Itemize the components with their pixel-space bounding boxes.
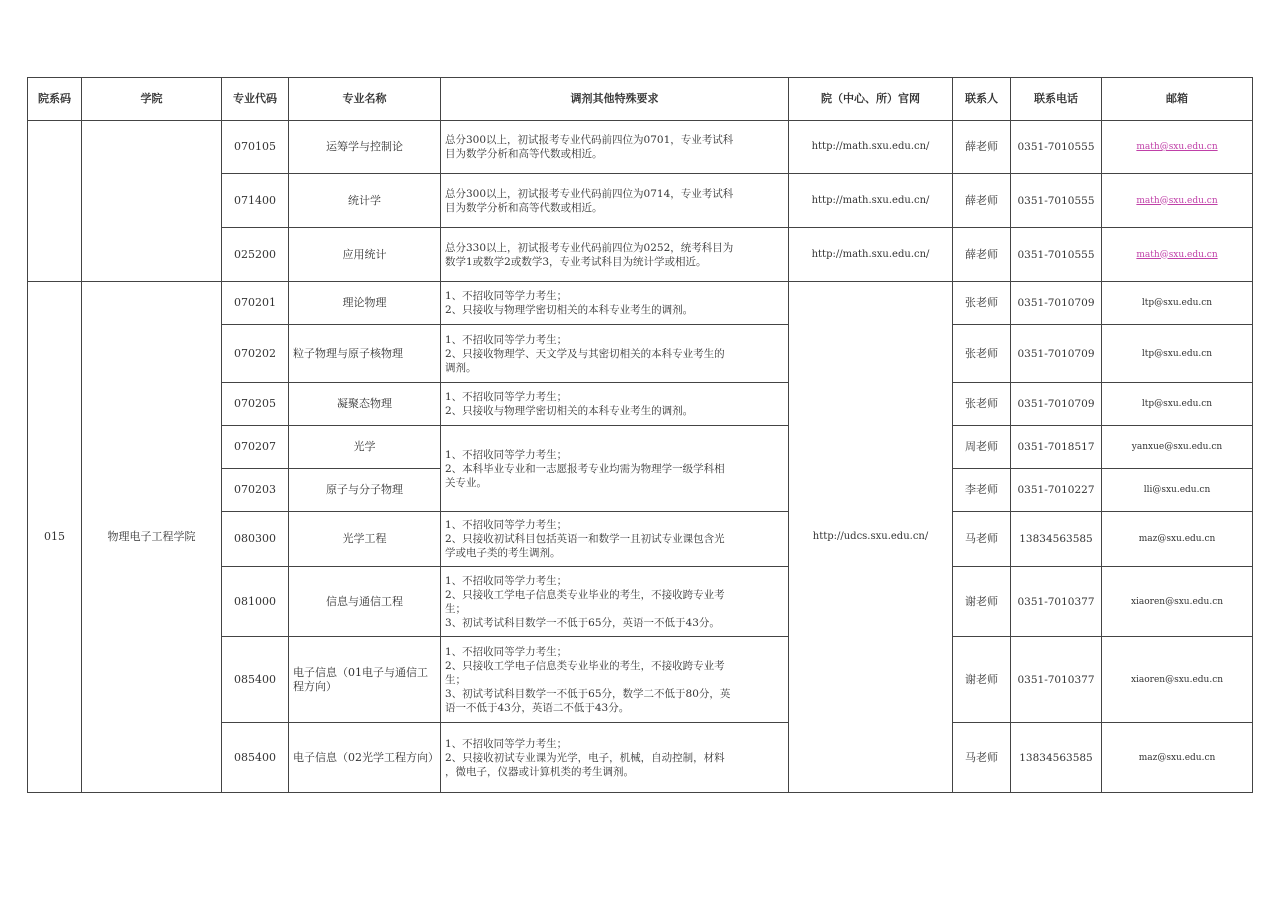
requirement-line: 1、不招收同等学力考生；	[445, 391, 568, 403]
website-cell	[789, 121, 953, 174]
requirement-line: 2、本科毕业专业和一志愿报考专业均需为物理学一级学科相	[445, 462, 725, 475]
requirement-line: 3、初试考试科目数学一不低于65分，英语一不低于43分。	[445, 616, 720, 629]
requirement-line: 目为数学分析和高等代数或相近。	[445, 148, 603, 160]
website-cell	[789, 282, 953, 793]
major-name-cell: 理论物理	[289, 282, 441, 325]
dept-code-cell	[28, 121, 82, 282]
contact-cell: 张老师	[953, 282, 1011, 325]
major-code-cell: 070203	[222, 469, 289, 512]
requirements-cell	[441, 567, 789, 637]
major-name-cell: 凝聚态物理	[289, 383, 441, 426]
email-link[interactable]: maz@sxu.edu.cn	[1138, 752, 1216, 763]
major-code-cell: 070202	[222, 325, 289, 383]
phone-cell: 0351-7010709	[1011, 383, 1102, 426]
requirements-cell	[441, 228, 789, 282]
requirement-line: 1、不招收同等学力考生；	[445, 519, 568, 531]
requirements-cell	[441, 637, 789, 723]
contact-cell: 谢老师	[953, 567, 1011, 637]
requirements-cell	[441, 512, 789, 567]
contact-cell: 李老师	[953, 469, 1011, 512]
major-name-cell: 运筹学与控制论	[289, 121, 441, 174]
phone-cell: 0351-7010555	[1011, 174, 1102, 228]
admission-table	[27, 77, 1253, 793]
major-name-cell: 应用统计	[289, 228, 441, 282]
email-link[interactable]: yanxue@sxu.edu.cn	[1131, 442, 1223, 452]
major-code-cell: 025200	[222, 228, 289, 282]
requirement-line: 学或电子类的考生调剂。	[445, 547, 561, 559]
table-row	[28, 121, 1253, 174]
major-code-cell: 070105	[222, 121, 289, 174]
email-link[interactable]: math@sxu.edu.cn	[1136, 195, 1218, 206]
website-cell	[789, 174, 953, 228]
email-link[interactable]: ltp@sxu.edu.cn	[1141, 298, 1213, 308]
contact-cell: 张老师	[953, 325, 1011, 383]
major-name-cell: 信息与通信工程	[289, 567, 441, 637]
email-cell	[1102, 567, 1253, 637]
contact-cell: 谢老师	[953, 637, 1011, 723]
email-link[interactable]: xiaoren@sxu.edu.cn	[1130, 674, 1224, 685]
requirement-line: 2、只接收与物理学密切相关的本科专业考生的调剂。	[445, 304, 694, 316]
header-email: 邮箱	[1102, 78, 1253, 121]
requirement-line: 调剂。	[445, 361, 477, 374]
major-name-cell: 光学工程	[289, 512, 441, 567]
phone-cell: 13834563585	[1011, 723, 1102, 793]
phone-cell: 13834563585	[1011, 512, 1102, 567]
requirements-cell	[441, 121, 789, 174]
header-row	[28, 78, 1253, 121]
contact-cell: 薛老师	[953, 121, 1011, 174]
requirement-line: 1、不招收同等学力考生；	[445, 290, 568, 302]
requirements-cell	[441, 174, 789, 228]
header-college: 学院	[82, 78, 222, 121]
requirement-line: 数学1或数学2或数学3，专业考试科目为统计学或相近。	[445, 255, 707, 268]
email-cell	[1102, 426, 1253, 469]
requirements-cell	[441, 282, 789, 325]
requirement-line: 关专业。	[445, 476, 487, 489]
requirement-line: 生；	[445, 602, 466, 615]
contact-cell: 张老师	[953, 383, 1011, 426]
requirement-line: 3、初试考试科目数学一不低于65分，数学二不低于80分，英	[445, 687, 731, 700]
header-website: 院（中心、所）官网	[789, 78, 953, 121]
email-cell	[1102, 228, 1253, 282]
requirement-line: 2、只接收初试专业课为光学，电子，机械，自动控制，材料	[445, 751, 725, 764]
email-link[interactable]: ltp@sxu.edu.cn	[1141, 399, 1213, 409]
header-contact: 联系人	[953, 78, 1011, 121]
major-code-cell: 071400	[222, 174, 289, 228]
requirements-cell	[441, 383, 789, 426]
email-cell	[1102, 121, 1253, 174]
major-name-cell: 统计学	[289, 174, 441, 228]
email-cell	[1102, 325, 1253, 383]
major-code-cell: 085400	[222, 723, 289, 793]
major-code-cell: 085400	[222, 637, 289, 723]
contact-cell: 周老师	[953, 426, 1011, 469]
requirement-line: 1、不招收同等学力考生；	[445, 574, 568, 587]
major-code-cell: 081000	[222, 567, 289, 637]
contact-cell: 薛老师	[953, 174, 1011, 228]
major-name-cell: 光学	[289, 426, 441, 469]
email-cell	[1102, 637, 1253, 723]
requirement-line: 2、只接收工学电子信息类专业毕业的考生，不接收跨专业考	[445, 588, 725, 601]
phone-cell: 0351-7010555	[1011, 121, 1102, 174]
header-requirements: 调剂其他特殊要求	[441, 78, 789, 121]
contact-cell: 马老师	[953, 512, 1011, 567]
header-dept-code: 院系码	[28, 78, 82, 121]
contact-cell: 薛老师	[953, 228, 1011, 282]
header-major-name: 专业名称	[289, 78, 441, 121]
major-code-cell: 070207	[222, 426, 289, 469]
website-link[interactable]: http://math.sxu.edu.cn/	[811, 194, 930, 206]
requirement-line: 2、只接收工学电子信息类专业毕业的考生，不接收跨专业考	[445, 659, 725, 672]
website-link[interactable]: http://udcs.sxu.edu.cn/	[812, 531, 929, 542]
major-name-cell: 原子与分子物理	[289, 469, 441, 512]
email-cell	[1102, 174, 1253, 228]
major-name-cell: 电子信息（01电子与通信工程方向）	[289, 637, 441, 723]
requirement-line: 1、不招收同等学力考生；	[445, 645, 568, 658]
phone-cell: 0351-7010377	[1011, 637, 1102, 723]
major-name-cell: 电子信息（02光学工程方向）	[289, 723, 441, 793]
phone-cell: 0351-7010377	[1011, 567, 1102, 637]
dept-code-cell: 015	[28, 282, 82, 793]
phone-cell: 0351-7010227	[1011, 469, 1102, 512]
email-link[interactable]: math@sxu.edu.cn	[1136, 249, 1218, 260]
email-cell	[1102, 469, 1253, 512]
website-link[interactable]: http://math.sxu.edu.cn/	[811, 248, 930, 260]
phone-cell: 0351-7010555	[1011, 228, 1102, 282]
requirement-line: 2、只接收与物理学密切相关的本科专业考生的调剂。	[445, 405, 694, 417]
major-code-cell: 080300	[222, 512, 289, 567]
phone-cell: 0351-7018517	[1011, 426, 1102, 469]
requirement-line: 总分300以上，初试报考专业代码前四位为0701，专业考试科	[445, 134, 734, 146]
requirement-line: ，微电子，仪器或计算机类的考生调剂。	[445, 765, 634, 778]
email-link[interactable]: xiaoren@sxu.edu.cn	[1130, 596, 1224, 607]
email-cell	[1102, 383, 1253, 426]
website-link[interactable]: http://math.sxu.edu.cn/	[811, 141, 930, 152]
requirement-line: 2、只接收初试科目包括英语一和数学一且初试专业课包含光	[445, 533, 725, 545]
phone-cell: 0351-7010709	[1011, 282, 1102, 325]
requirements-cell	[441, 426, 789, 512]
email-link[interactable]: math@sxu.edu.cn	[1136, 142, 1218, 152]
email-link[interactable]: lli@sxu.edu.cn	[1143, 485, 1211, 495]
major-code-cell: 070201	[222, 282, 289, 325]
website-cell	[789, 228, 953, 282]
requirement-line: 总分300以上，初试报考专业代码前四位为0714，专业考试科	[445, 187, 734, 200]
email-link[interactable]: maz@sxu.edu.cn	[1138, 534, 1216, 544]
college-cell	[82, 121, 222, 282]
header-phone: 联系电话	[1011, 78, 1102, 121]
requirements-cell	[441, 325, 789, 383]
email-link[interactable]: ltp@sxu.edu.cn	[1141, 348, 1213, 359]
requirement-line: 总分330以上，初试报考专业代码前四位为0252，统考科目为	[445, 241, 734, 254]
contact-cell: 马老师	[953, 723, 1011, 793]
header-major-code: 专业代码	[222, 78, 289, 121]
requirement-line: 语一不低于43分，英语二不低于43分。	[445, 701, 630, 714]
requirement-line: 1、不招收同等学力考生；	[445, 737, 568, 750]
major-name-cell: 粒子物理与原子核物理	[289, 325, 441, 383]
email-cell	[1102, 723, 1253, 793]
requirements-cell	[441, 723, 789, 793]
table-row	[28, 282, 1253, 325]
requirement-line: 2、只接收物理学、天文学及与其密切相关的本科专业考生的	[445, 347, 725, 360]
college-cell: 物理电子工程学院	[82, 282, 222, 793]
major-code-cell: 070205	[222, 383, 289, 426]
requirement-line: 1、不招收同等学力考生；	[445, 333, 568, 346]
phone-cell: 0351-7010709	[1011, 325, 1102, 383]
requirement-line: 生；	[445, 673, 466, 686]
email-cell	[1102, 512, 1253, 567]
requirement-line: 目为数学分析和高等代数或相近。	[445, 201, 603, 214]
email-cell	[1102, 282, 1253, 325]
requirement-line: 1、不招收同等学力考生；	[445, 448, 568, 461]
